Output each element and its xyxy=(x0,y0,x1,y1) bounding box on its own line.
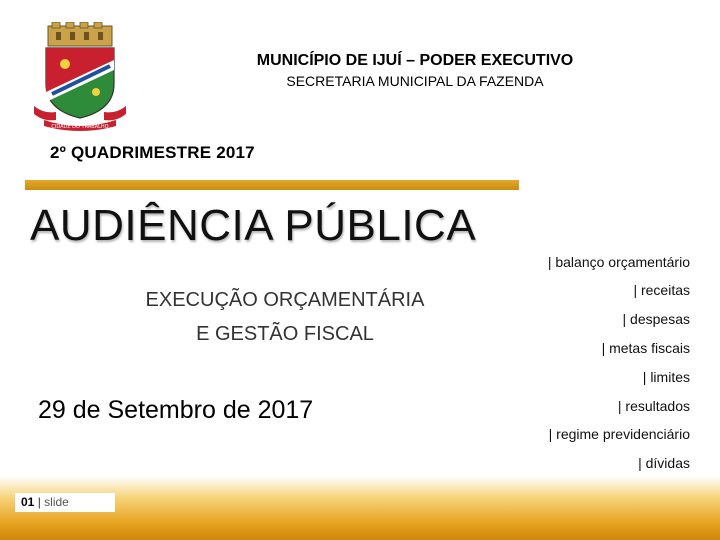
slide-indicator xyxy=(15,493,115,512)
slide-number: 01 xyxy=(21,495,35,509)
header-subtitle: SECRETARIA MUNICIPAL DA FAZENDA xyxy=(286,73,544,89)
main-title: AUDIÊNCIA PÚBLICA xyxy=(30,201,477,250)
topic-limites: | limites xyxy=(642,369,690,385)
execution-line-1: EXECUÇÃO ORÇAMENTÁRIA xyxy=(145,289,425,311)
coat-of-arms xyxy=(30,22,130,132)
slide-label: slide xyxy=(44,495,69,509)
event-date: 29 de Setembro de 2017 xyxy=(38,396,314,424)
topic-dividas: | dívidas xyxy=(638,455,690,471)
coat-of-arms-icon xyxy=(30,22,130,132)
topic-balanco: | balanço orçamentário xyxy=(547,254,690,270)
header-title: MUNICÍPIO DE IJUÍ – PODER EXECUTIVO xyxy=(256,52,574,69)
slide-separator: | xyxy=(37,495,41,509)
topic-resultados: | resultados xyxy=(617,398,690,414)
topic-receitas: | receitas xyxy=(633,282,690,298)
topic-metas-fiscais: | metas fiscais xyxy=(601,340,690,356)
topic-despesas: | despesas xyxy=(622,311,690,327)
quadrimestre-label: 2º QUADRIMESTRE 2017 xyxy=(50,143,255,162)
crest-ribbon-text: CIDADE DO TRABALHO xyxy=(51,124,109,130)
topic-regime-previdenciario: | regime previdenciário xyxy=(548,426,690,442)
gold-divider xyxy=(25,180,519,190)
execution-line-2: E GESTÃO FISCAL xyxy=(196,323,374,345)
